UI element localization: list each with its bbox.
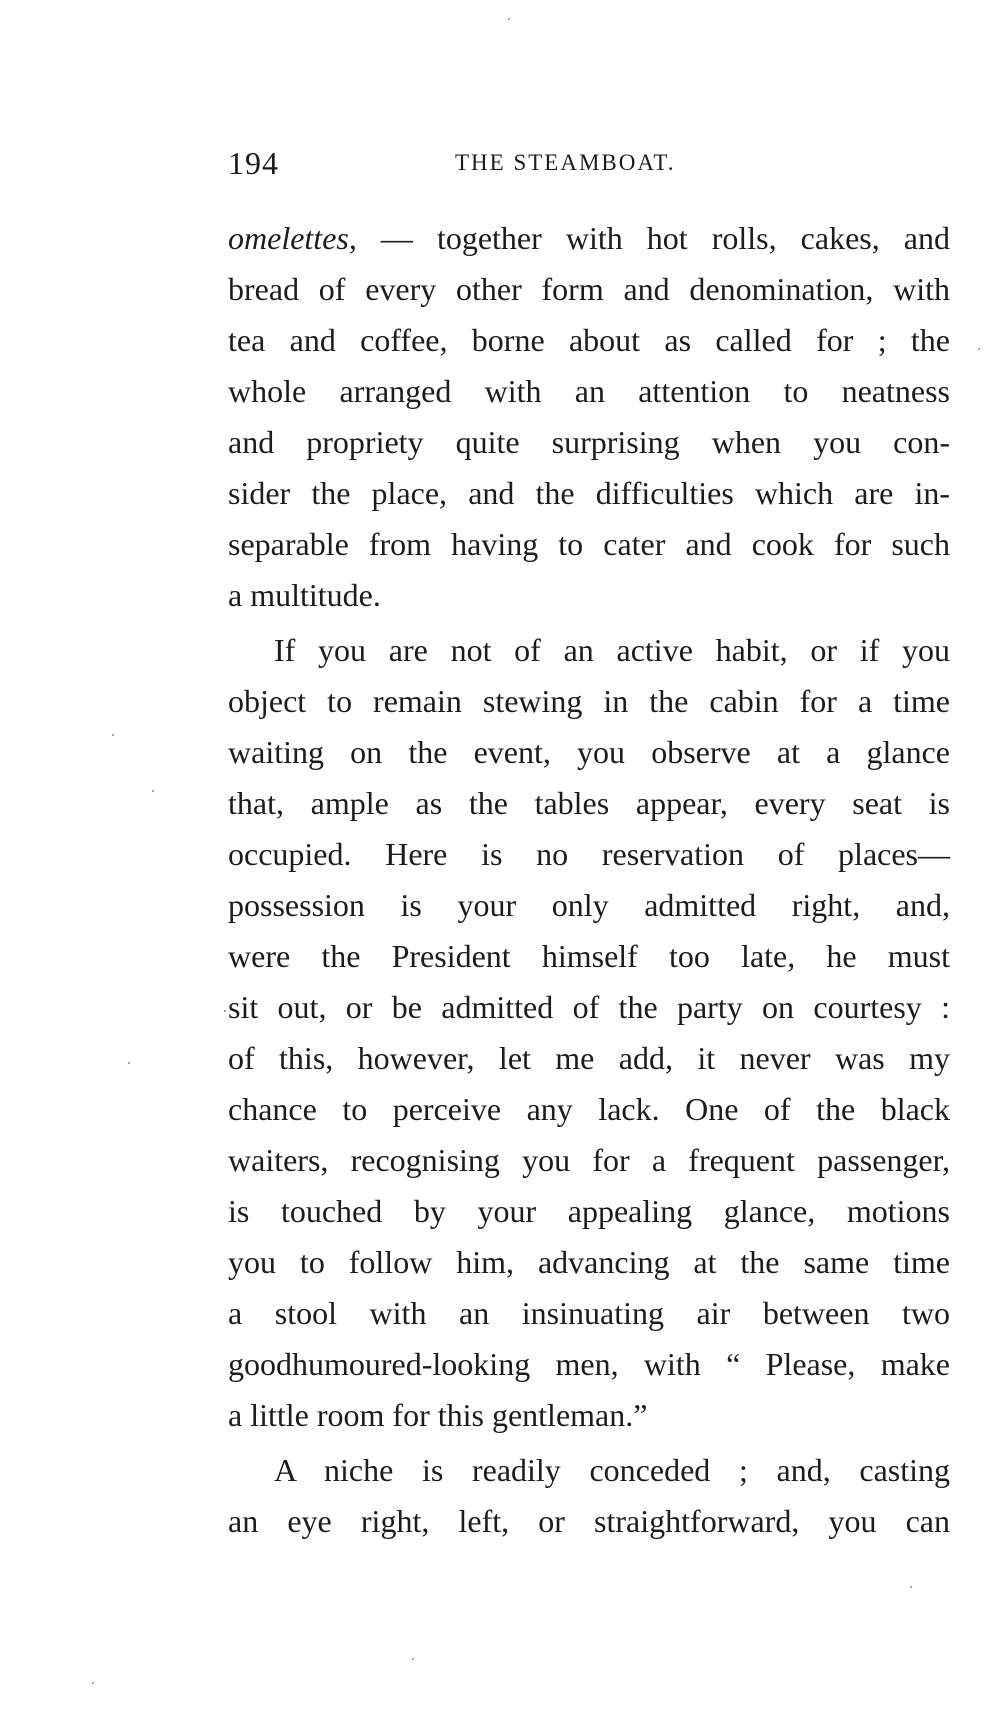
text-line: bread of every other form and denomination, with — [228, 271, 950, 307]
text-line: that, ample as the tables appear, every seat is — [228, 785, 950, 821]
scan-speck — [910, 1586, 912, 1588]
text-line: a stool with an insinuating air between two — [228, 1295, 950, 1331]
text-line: occupied. Here is no reservation of places— — [228, 836, 950, 872]
scan-speck — [978, 348, 980, 350]
text-line: omelettes, — together with hot rolls, cakes, and — [228, 220, 950, 256]
text-line: a multitude. — [228, 577, 381, 613]
text-line: sit out, or be admitted of the party on courtesy : — [228, 989, 950, 1025]
text-line: object to remain stewing in the cabin for a time — [228, 683, 950, 719]
paragraph — [228, 213, 950, 621]
scan-speck — [112, 734, 114, 736]
scan-speck — [508, 18, 510, 20]
paragraph — [228, 625, 950, 1441]
text-line: waiters, recognising you for a frequent passenger, — [228, 1142, 950, 1178]
italic-word: omelettes, — [228, 220, 357, 256]
scan-speck — [224, 1010, 226, 1012]
scan-speck — [152, 790, 154, 792]
body-text — [228, 213, 950, 1547]
scan-speck — [128, 1062, 130, 1064]
text-line: possession is your only admitted right, and, — [228, 887, 950, 923]
text-line: and propriety quite surprising when you con- — [228, 424, 950, 460]
page-number: 194 — [228, 145, 279, 181]
running-title: THE STEAMBOAT. — [455, 150, 676, 175]
text-line: waiting on the event, you observe at a glance — [228, 734, 950, 770]
text-line: tea and coffee, borne about as called for ; the — [228, 322, 950, 358]
text-line: a little room for this gentleman.” — [228, 1397, 648, 1433]
text-line: an eye right, left, or straightforward, you can — [228, 1503, 950, 1539]
text-line: whole arranged with an attention to neatness — [228, 373, 950, 409]
text-line: is touched by your appealing glance, motions — [228, 1193, 950, 1229]
text-line: you to follow him, advancing at the same time — [228, 1244, 950, 1280]
text-line: separable from having to cater and cook for such — [228, 526, 950, 562]
text-line: were the President himself too late, he must — [228, 938, 950, 974]
text-line: sider the place, and the difficulties which are in- — [228, 475, 950, 511]
text-line: If you are not of an active habit, or if you — [274, 632, 950, 668]
scan-speck — [412, 1658, 414, 1660]
text-line: of this, however, let me add, it never was my — [228, 1040, 950, 1076]
scan-speck — [92, 1682, 94, 1684]
text-line: chance to perceive any lack. One of the black — [228, 1091, 950, 1127]
page-header — [228, 145, 950, 185]
text-line: goodhumoured-looking men, with “ Please, make — [228, 1346, 950, 1382]
paragraph — [228, 1445, 950, 1547]
text-line: A niche is readily conceded ; and, casting — [274, 1452, 950, 1488]
